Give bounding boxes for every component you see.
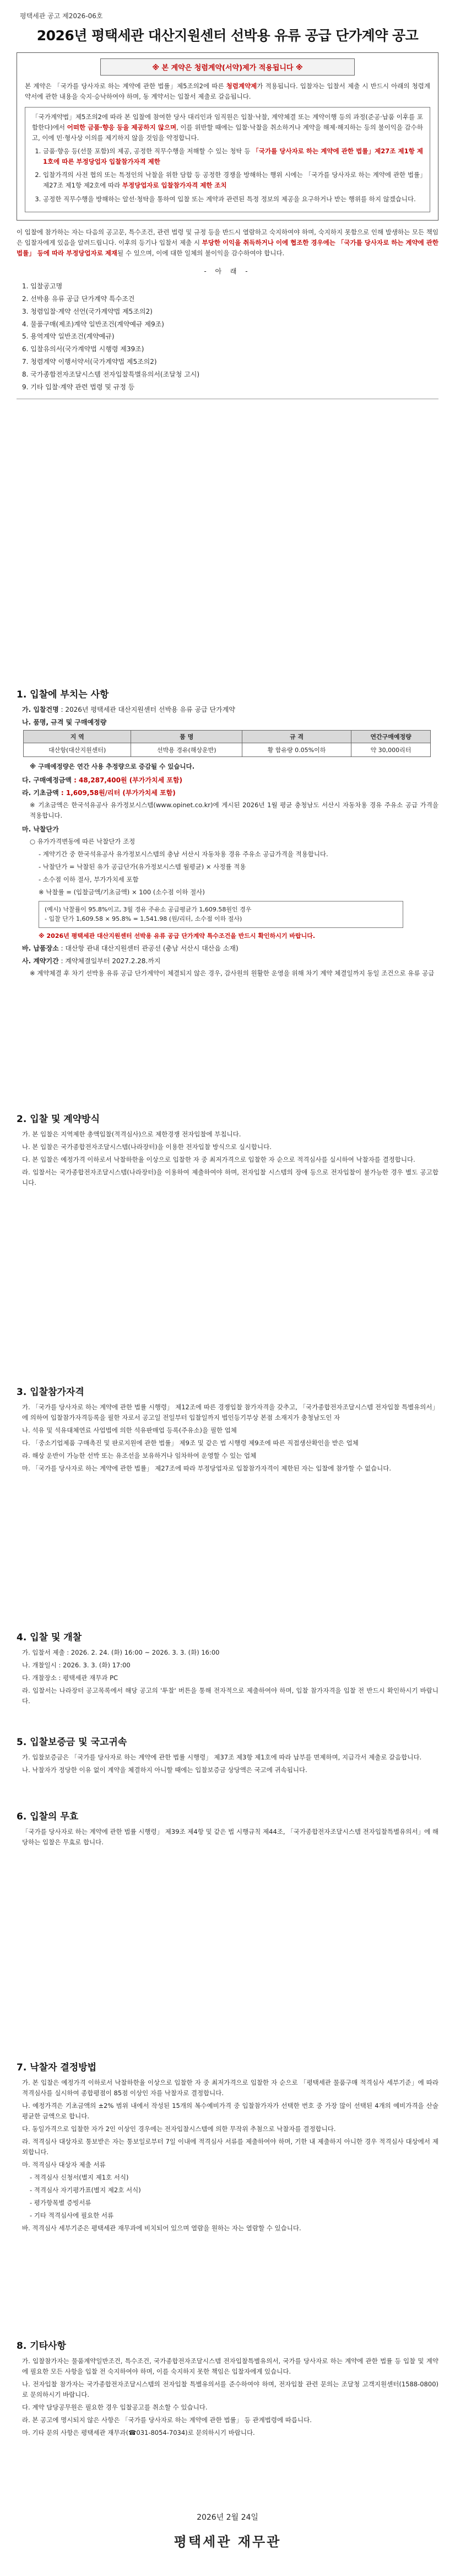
sub-label: 사. 계약기간 <box>22 957 59 965</box>
list-item: 2. 선박용 유류 공급 단가계약 특수조건 <box>22 294 135 303</box>
notice-document <box>17 11 438 399</box>
table-header: 연간구매예정량 <box>351 731 431 743</box>
paragraph: 라. 본 공고에 명시되지 않은 사항은 「국가를 당사자로 하는 계약에 관한 법률」 등 관계법령에 따릅니다. <box>22 2416 312 2424</box>
sub-item <box>22 705 438 714</box>
sub-label: 다. 구매예정금액 <box>22 776 72 784</box>
table-header: 품 명 <box>131 731 242 743</box>
table-cell: 약 30,000리터 <box>351 743 431 757</box>
pledge-item-text: 금품·향응 등(선물 포함)의 제공, 공정한 직무수행을 저해할 수 있는 청탁 등 <box>43 147 253 155</box>
integrity-pledge-box <box>25 107 430 212</box>
paragraph: 다. 계약 담당공무원은 필요한 경우 입찰공고를 취소할 수 있습니다. <box>22 2403 208 2411</box>
intro-text-c: 가 적용됩니다. 입찰자는 입찰서 제출 시 반드시 아래의 청렴계약서에 관한 내용을 숙지·승낙하여야 하며, 동 계약서는 입찰서 제출로 갈음됩니다. <box>25 82 430 100</box>
sub-value: : 계약체결일부터 2027.2.28.까지 <box>58 957 161 965</box>
list-item: 8. 국가종합전자조달시스템 전자입찰특별유의서(조달청 고시) <box>22 370 200 378</box>
paragraph: 가. 본 입찰은 예정가격 이하로서 낙찰하한율 이상으로 입찰한 자 중 최저가격으로 입찰한 자 순으로 「평택세관 물품구매 적격심사 세부기준」에 따라 적격심사를 실시하여 종합평점이 85점 이상인 자를 낙찰자로 결정합니다. <box>22 2079 438 2097</box>
pledge-item <box>43 194 423 205</box>
paragraph: ○ 유가가격변동에 따른 낙찰단가 조정 <box>30 837 136 845</box>
paragraph: 다. 본 입찰은 예정가격 이하로서 낙찰하한율 이상으로 입찰한 자 중 최저가격으로 입찰한 자 순으로 적격심사를 실시하여 낙찰자를 결정합니다. <box>22 1155 415 1163</box>
section-bid-opening <box>17 1629 438 1709</box>
pledge-item-text: 공정한 직무수행을 방해하는 알선·청탁을 통하여 입찰 또는 계약과 관련된 특정 정보의 제공을 요구하거나 받는 행위를 하지 않겠습니다. <box>43 195 416 203</box>
paragraph: 가. 입찰서 제출 : 2026. 2. 24. (화) 16:00 ~ 2026. 3. 3. (화) 16:00 <box>22 1649 220 1656</box>
paragraph: 가. 본 입찰은 지역제한 총액입찰(적격심사)으로 제한경쟁 전자입찰에 부칩니다. <box>22 1130 241 1138</box>
section-bidding-items <box>17 686 438 981</box>
pledge-list <box>32 146 423 204</box>
paragraph: 다. 「중소기업제품 구매촉진 및 판로지원에 관한 법률」 제9조 및 같은 법 시행령 제9조에 따른 직접생산확인을 받은 업체 <box>22 1439 359 1447</box>
calc-line: (예시) 낙찰률이 95.8%이고, 3월 경유 주유소 공급평균가 1,609.58원인 경우 <box>45 905 252 913</box>
issuing-authority: 평택세관 재무관 <box>174 2534 281 2550</box>
note-text: ※ 구매예정량은 연간 사용 추정량으로 증감될 수 있습니다. <box>30 763 195 770</box>
section-title: 4. 입찰 및 개찰 <box>17 1632 82 1643</box>
paragraph: 가. 입찰참가자는 물품계약일반조건, 특수조건, 국가종합전자조달시스템 전자입찰특별유의서, 국가를 당사자로 하는 계약에 관한 법률 등 입찰 및 계약에 필요한 모든 사항을 입찰 전 숙지하여야 하며, 이를 숙지하지 못한 책임은 입찰자에게 있습니다. <box>22 2357 438 2375</box>
table-row <box>24 743 431 757</box>
paragraph: 「국가를 당사자로 하는 계약에 관한 법률 시행령」 제39조 제4항 및 같은 법 시행규칙 제44조, 「국가종합전자조달시스템 전자입찰특별유의서」에 해당하는 입찰은 무효로 합니다. <box>22 1828 438 1846</box>
sub-value: : 2026년 평택세관 대산지원센터 선박용 유류 공급 단가계약 <box>58 706 235 713</box>
table-cell: 대산항(대산지원센터) <box>24 743 131 757</box>
list-item: 9. 기타 입찰·계약 관련 법령 및 규정 등 <box>22 383 135 391</box>
intro-text-a: 본 계약은 「국가를 당사자로 하는 계약에 관한 법률」제5조의2에 따른 <box>25 82 226 90</box>
pledge-paragraph <box>32 112 423 143</box>
paragraph: 바. 적격심사 세부기준은 평택세관 재무과에 비치되어 있으며 열람을 원하는 자는 열람할 수 있습니다. <box>22 2224 301 2232</box>
sub-item <box>22 775 438 785</box>
caution-text-a: 이 입찰에 참가하는 자는 다음의 공고문, 특수조건, 관련 법령 및 규정 등을 반드시 열람하고 숙지하여야 하며, 숙지하지 못함으로 인해 발생하는 모든 책임은 입찰자에게 있음을 알려드립니다. 이후의 등기나 입찰서 제출 시 <box>17 228 438 247</box>
section-award-method <box>17 2059 438 2236</box>
notice-date: 2026년 2월 24일 <box>197 2513 258 2522</box>
paragraph: 나. 전자입찰 참가자는 국가종합전자조달시스템의 전자입찰 특별유의서를 준수하여야 하며, 전자입찰 관련 문의는 조달청 고객지원센터(1588-0800)로 문의하시기 바랍니다. <box>22 2380 438 2398</box>
paragraph: 가. 입찰보증금은 「국가를 당사자로 하는 계약에 관한 법률 시행령」 제37조 제3항 제1호에 따라 납부를 면제하며, 지급각서 제출로 갈음합니다. <box>22 1753 422 1761</box>
paragraph: 마. 적격심사 대상자 제출 서류 <box>22 2160 106 2169</box>
section-title: 3. 입찰참가자격 <box>17 1387 84 1398</box>
section-title: 6. 입찰의 무효 <box>17 1811 79 1822</box>
caution-text-b: 될 수 있으며, 이에 대한 일체의 불이익을 감수하여야 합니다. <box>117 249 285 257</box>
warning-note: ※ 2026년 평택세관 대산지원센터 선박용 유류 공급 단가계약 특수조건을 반드시 확인하시기 바랍니다. <box>39 932 316 940</box>
calculation-example-box <box>39 901 403 928</box>
sub-label: 라. 기초금액 <box>22 788 59 797</box>
section-title: 5. 입찰보증금 및 국고귀속 <box>17 1737 127 1748</box>
pledge-item-red: 부정당업자로 입찰참가자격 제한 조치 <box>122 181 227 189</box>
list-item: 3. 청렴입찰·계약 선언(국가계약법 제5조의2) <box>22 307 153 315</box>
pledge-text-b: , 이를 위반할 때에는 입찰·낙찰을 취소하거나 계약을 해제·해지하는 등의 불이익을 감수하고, 이에 민·형사상 이의를 제기하지 않을 것임을 약정합니다. <box>32 123 423 142</box>
paragraph: 다. 동일가격으로 입찰한 자가 2인 이상인 경우에는 전자입찰시스템에 의한 무작위 추첨으로 낙찰자를 결정합니다. <box>22 2124 336 2133</box>
sub-label: 가. 입찰건명 <box>22 706 59 713</box>
reference-list <box>17 280 438 393</box>
pledge-highlight: 어떠한 금품·향응 등을 제공하지 않으며 <box>67 123 177 131</box>
paragraph: 다. 개찰장소 : 평택세관 재무과 PC <box>22 1673 118 1682</box>
paragraph: 라. 해상 운반이 가능한 선박 또는 유조선을 보유하거나 임차하여 운영할 수 있는 업체 <box>22 1451 257 1459</box>
sub-label: 바. 납품장소 <box>22 944 59 952</box>
list-item: 6. 입찰유의서(국가계약법 시행령 제39조) <box>22 345 144 353</box>
paragraph: - 기타 적격심사에 필요한 서류 <box>30 2211 114 2219</box>
paragraph: 나. 본 입찰은 국가종합전자조달시스템(나라장터)을 이용한 전자입찰 방식으로 실시합니다. <box>22 1142 272 1151</box>
integrity-intro <box>25 81 430 101</box>
sub-item: 나. 품명, 규격 및 구매예정량 <box>22 718 107 726</box>
paragraph: - 낙찰단가 = 낙찰된 유가 공급단가(유가정보시스템 월평균) × 사정률 적용 <box>39 862 246 871</box>
pledge-item <box>43 170 423 190</box>
integrity-contract-box <box>17 52 438 221</box>
procurement-table <box>23 730 431 757</box>
section-eligibility <box>17 1384 438 1476</box>
section-bidding-method <box>17 1111 438 1190</box>
sub-value: : 대산항 관내 대산지원센터 관공선 (충남 서산시 대산읍 소재) <box>58 944 239 952</box>
section-title: 8. 기타사항 <box>17 2341 66 2352</box>
paragraph: 가. 「국가를 당사자로 하는 계약에 관한 법률 시행령」 제12조에 따른 경쟁입찰 참가자격을 갖추고, 「국가종합전자조달시스템 전자입찰 특별유의서」에 의하여 입찰참가자격등록을 필한 자로서 공고일 전일부터 입찰일까지 법인등기부상 본점 소재지가 충청남도인 자 <box>22 1403 438 1421</box>
paragraph: 나. 낙찰자가 정당한 이유 없이 계약을 체결하지 아니할 때에는 입찰보증금 상당액은 국고에 귀속됩니다. <box>22 1765 307 1774</box>
paragraph: - 적격심사 자기평가표(별지 제2호 서식) <box>30 2186 141 2194</box>
note-text: ※ 계약체결 후 차기 선박용 유류 공급 단가계약이 체결되지 않은 경우, 감사원의 원활한 운영을 위해 차기 계약 체결일까지 동일 조건으로 유류 공급 <box>30 969 435 977</box>
sub-item <box>22 956 438 965</box>
pledge-text-a: 「국가계약법」제5조의2에 따라 본 입찰에 참여한 당사 대리인과 임직원은 입찰·낙찰, 계약체결 또는 계약이행 등의 과정(준공·납품 이후를 포함한다)에서 <box>32 113 423 131</box>
paragraph: 나. 석유 및 석유대체연료 사업법에 의한 석유판매업 등록(주유소)을 필한 업체 <box>22 1426 237 1434</box>
paragraph: 라. 입찰서는 국가종합전자조달시스템(나라장터)을 이용하여 제출하여야 하며, 전자입찰 시스템의 장애 등으로 전자입찰이 불가능한 경우 별도 공고합니다. <box>22 1168 438 1187</box>
pledge-item-red: 「국가를 당사자로 하는 계약에 관한 법률」제27조 제1항 제1호에 따른 부정당업자 입찰참가자격 제한 <box>43 147 423 165</box>
sub-value: : 1,609,58원/리터 (부가가치세 포함) <box>58 788 176 797</box>
paragraph: 나. 예정가격은 기초금액의 ±2% 범위 내에서 작성된 15개의 복수예비가격 중 입찰참가자가 선택한 번호 중 가장 많이 선택된 4개의 예비가격을 산술평균한 금액으로 합니다. <box>22 2101 438 2120</box>
caution-highlight: 부당한 이익을 취득하거나 이에 협조한 경우에는 「국가를 당사자로 하는 계약에 관한 법률」 등에 따라 부정당업자로 제재 <box>17 239 438 257</box>
paragraph: 나. 개찰일시 : 2026. 3. 3. (화) 17:00 <box>22 1661 131 1669</box>
integrity-banner: ※ 본 계약은 청렴계약(서약)제가 적용됩니다 ※ <box>100 58 355 76</box>
table-header: 규 격 <box>242 731 351 743</box>
list-item: 5. 용역계약 일반조건(계약예규) <box>22 332 115 341</box>
sub-item <box>22 943 438 953</box>
list-item: 7. 청렴계약 이행서약서(국가계약법 제5조의2) <box>22 357 157 366</box>
caution-note <box>17 227 438 259</box>
paragraph: 마. 「국가를 당사자로 하는 계약에 관한 법률」 제27조에 따라 부정당업자로 입찰참가자격이 제한된 자는 입찰에 참가할 수 없습니다. <box>22 1464 391 1472</box>
paragraph: - 평가항목별 증빙서류 <box>30 2198 91 2207</box>
paragraph: ※ 낙찰률 = (입찰금액/기초금액) × 100 (소수점 이하 절사) <box>39 888 205 896</box>
note-text: ※ 기초금액은 한국석유공사 유가정보시스템(www.opinet.co.kr)에 게시된 2026년 1월 평균 충청남도 서산시 자동차용 경유 주유소 공급 가격을 적용합니다. <box>30 801 438 819</box>
paragraph: - 계약기간 중 한국석유공사 유가정보시스템의 충남 서산시 자동차용 경유 주유소 공급가격을 적용합니다. <box>39 850 328 858</box>
section-invalid-bids <box>17 1808 438 1850</box>
section-title: 2. 입찰 및 계약방식 <box>17 1114 100 1125</box>
sub-item <box>22 788 438 797</box>
page-title: 2026년 평택세관 대산지원센터 선박용 유류 공급 단가계약 공고 <box>36 28 419 44</box>
section-other-matters <box>17 2338 438 2440</box>
paragraph: 라. 적격심사 대상자로 통보받은 자는 통보일로부터 7일 이내에 적격심사 서류를 제출하여야 하며, 기한 내 제출하지 아니한 경우 적격심사 대상에서 제외합니다. <box>22 2137 438 2156</box>
table-cell: 선박용 경유(해상운반) <box>131 743 242 757</box>
pledge-item-text: 입찰가격의 사전 협의 또는 특정인의 낙찰을 위한 담합 등 공정한 경쟁을 방해하는 행위 시에는 「국가를 당사자로 하는 계약에 관한 법률」제27조 제1항 제2호에 따라 <box>43 171 423 189</box>
table-cell: 황 함유량 0.05%이하 <box>242 743 351 757</box>
intro-highlight: 청렴계약제 <box>226 82 257 90</box>
list-item: 1. 입찰공고명 <box>22 282 63 291</box>
list-heading: - 아 래 - <box>204 267 251 276</box>
pledge-item <box>43 146 423 167</box>
section-bid-bond <box>17 1734 438 1778</box>
section-title: 7. 낙찰자 결정방법 <box>17 2062 97 2073</box>
notice-number: 평택세관 공고 제2026-06호 <box>20 12 103 20</box>
sub-value: : 48,287,400원 (부가가치세 포함) <box>71 776 183 784</box>
paragraph: 라. 입찰서는 나라장터 공고목록에서 해당 공고의 '투찰' 버튼을 통해 전자적으로 제출하여야 하며, 입찰 참가자격을 입찰 전 반드시 확인하시기 바랍니다. <box>22 1686 438 1705</box>
section-title: 1. 입찰에 부치는 사항 <box>17 689 109 700</box>
paragraph: - 소수점 이하 절사, 부가가치세 포함 <box>39 875 139 883</box>
calc-line: - 입찰 단가 1,609.58 × 95.8% = 1,541.98 (원/리터, 소수점 이하 절사) <box>45 915 242 923</box>
table-header: 지 역 <box>24 731 131 743</box>
list-item: 4. 물품구매(제조)계약 일반조건(계약예규 제9조) <box>22 320 164 328</box>
paragraph: 마. 기타 문의 사항은 평택세관 재무과(☎031-8054-7034)로 문의하시기 바랍니다. <box>22 2428 255 2437</box>
sub-item: 마. 낙찰단가 <box>22 825 59 833</box>
paragraph: - 적격심사 신청서(별지 제1호 서식) <box>30 2173 129 2181</box>
